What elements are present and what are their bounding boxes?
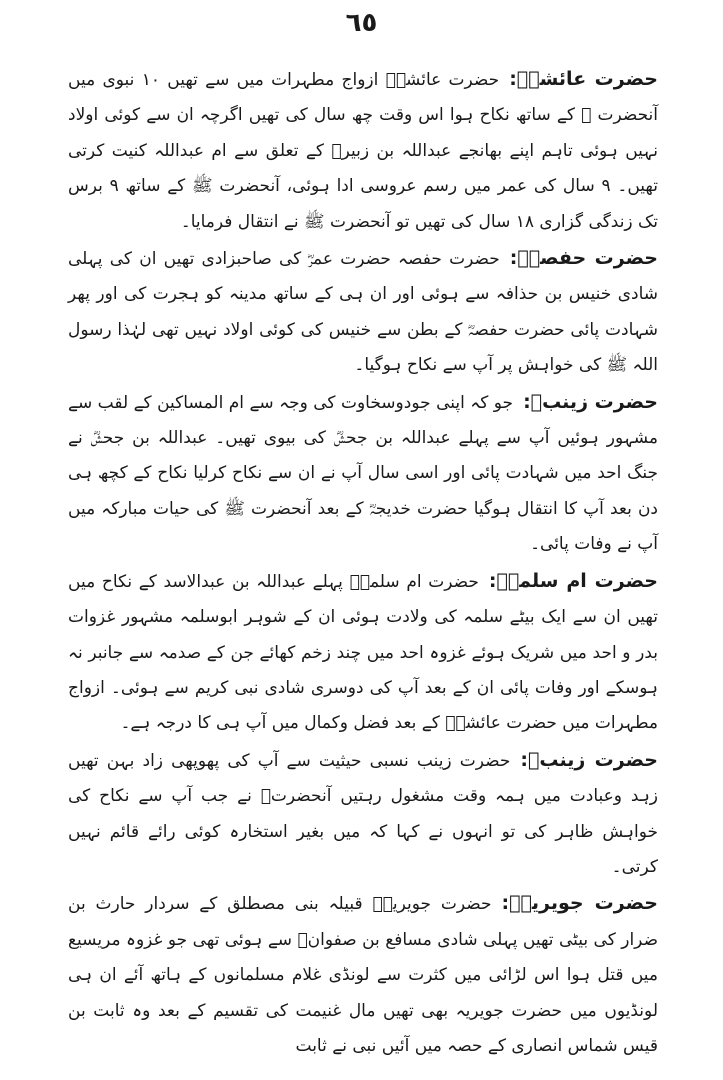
page-body	[68, 62, 658, 1065]
paragraph-text: جو کہ اپنی جودوسخاوت کی وجہ سے ام المساکین کے لقب سے مشہور ہوئیں آپ سے پہلے عبداللہ بن جحشؓ کی بیوی تھیں۔ عبداللہ بن جحشؓ نے جنگ احد میں شہادت پائی اور اسی سال آپ نے ان سے نکاح کرلیا نکاح کے کچھ ہی دن بعد آپ کا انتقال ہوگیا حضرت خدیجہؓ کے بعد آنحضرت ﷺ کی حیات مبارکہ میں آپ نے وفات پائی۔	[68, 392, 658, 555]
paragraph-text: حضرت زینب نسبی حیثیت سے آپ کی پھوپھی زاد بہن تھیں زہد وعبادت میں ہمہ وقت مشغول رہتیں آنحضرتؐ نے جب آپ سے نکاح کی خواہش ظاہر کی تو انہوں نے کہا کہ میں بغیر استخارہ کوئی رائے قائم نہیں کرتی۔	[68, 750, 658, 877]
paragraph-text: حضرت حفصہ حضرت عمرؓ کی صاحبزادی تھیں ان کی پہلی شادی خنیس بن حذافہ سے ہوئی اور ان ہی کے ساتھ مدینہ کو ہجرت کی اور پھر شہادت پائی حضرت حفصہؓ کے بطن سے خنیس کی کوئی اولاد نہیں تھی لہٰذا رسول اللہ ﷺ کی خواہش پر آپ سے نکاح ہوگیا۔	[68, 249, 658, 376]
paragraph-heading: حضرت حفصہؓ:	[509, 247, 658, 270]
paragraph-hafsa	[68, 241, 658, 384]
paragraph-heading: حضرت زینبؓ:	[523, 390, 658, 413]
paragraph-heading: حضرت عائشہؓ:	[509, 68, 658, 90]
paragraph-heading: حضرت ام سلمہؓ:	[488, 569, 658, 592]
paragraph-zainab-khuzaima	[68, 385, 658, 563]
paragraph-umm-salama	[68, 564, 658, 742]
paragraph-text: حضرت عائشہؓ ازواج مطہرات میں سے تھیں ١٠ نبوی میں آنحضرت ﷺ کے ساتھ نکاح ہوا اس وقت چھ سال کی تھیں اگرچہ ان سے کوئی اولاد نہیں ہوئی تاہم اپنے بھانجے عبداللہ بن زبیرؓ کے تعلق سے ام عبداللہ کنیت کرتی تھیں۔ ٩ سال کی عمر میں رسم عروسی ادا ہوئی، آنحضرت ﷺ کے ساتھ ٩ برس تک زندگی گزاری ١٨ سال کی تھیں تو آنحضرت ﷺ نے انتقال فرمایا۔	[68, 70, 658, 232]
page-number: ٦٥	[345, 8, 378, 38]
paragraph-heading: حضرت زینبؓ:	[520, 748, 659, 771]
paragraph-text: حضرت جویریہؓ قبیلہ بنی مصطلق کے سردار حارث بن ضرار کی بیٹی تھیں پہلی شادی مسافع بن صفوانؓ سے ہوئی تھی جو غزوہ مریسیع میں قتل ہوا اس لڑائی میں کثرت سے لونڈی غلام مسلمانوں کے ہاتھ آئے ان ہی لونڈیوں میں حضرت جویریہ بھی تھیں مال غنیمت کی تقسیم کے بعد وہ ثابت بن قیس شماس انصاری کے حصہ میں آئیں نبی نے ثابت	[68, 894, 658, 1056]
paragraph-juwayriya	[68, 886, 658, 1064]
paragraph-heading: حضرت جویریہؓ:	[501, 892, 659, 915]
paragraph-text: حضرت ام سلمہؓ پہلے عبداللہ بن عبدالاسد کے نکاح میں تھیں ان سے ایک بیٹے سلمہ کی ولادت ہوئی ان کے شوہر ابوسلمہ مشہور غزوات بدر و احد میں شریک ہوئے غزوہ احد میں چند زخم کھائے جن کے صدمہ سے جانبر نہ ہوسکے اور وفات پائی ان کے بعد آپ کی دوسری شادی نبی کریم سے ہوئی۔ ازواج مطہرات میں حضرت عائشہؓ کے بعد فضل وکمال میں آپ ہی کا درجہ ہے۔	[68, 571, 658, 734]
paragraph-zainab-jahsh	[68, 743, 658, 886]
paragraph-aisha	[68, 62, 658, 240]
